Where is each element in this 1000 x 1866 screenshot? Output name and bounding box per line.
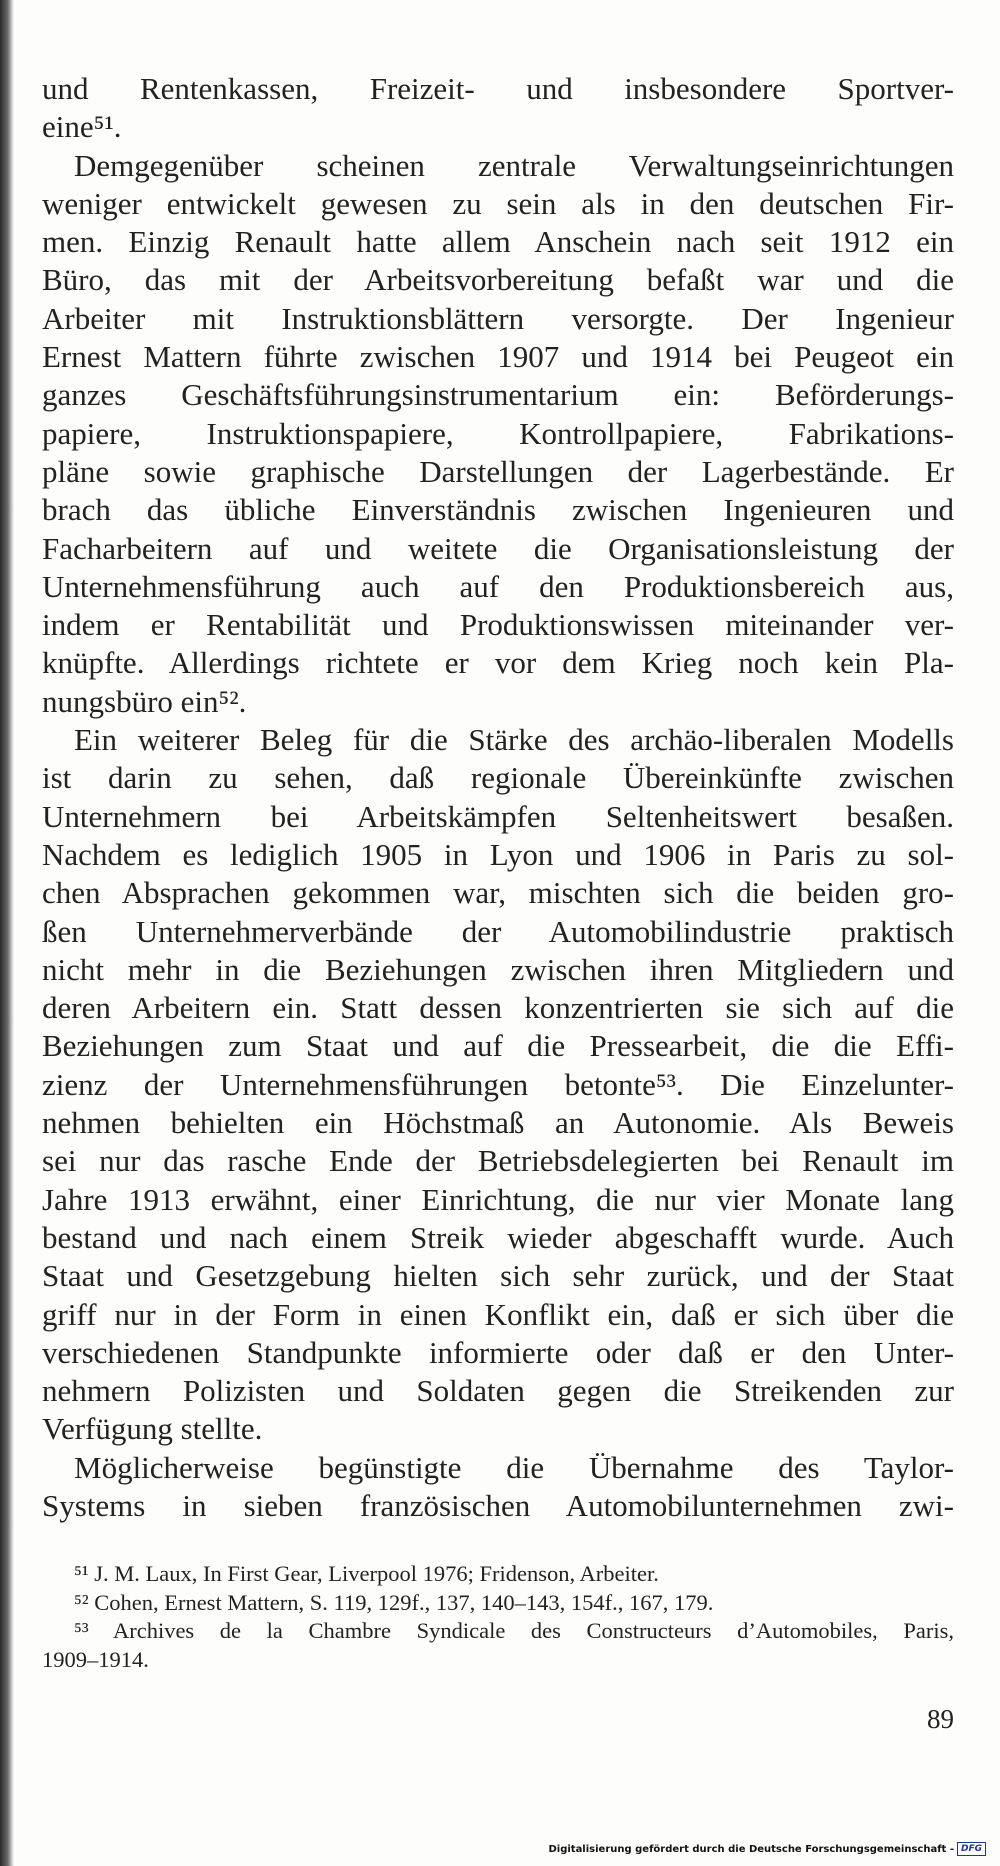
footnote-53-continued: 1909–1914. (42, 1647, 149, 1673)
body-line: Beziehungen zum Staat und auf die Pressearbeit, die die Effi- (42, 1028, 954, 1064)
body-line: verschiedenen Standpunkte informierte oder daß er den Unter- (42, 1334, 954, 1370)
body-line: men. Einzig Renault hatte allem Anschein nach seit 1912 ein (42, 224, 954, 260)
body-line: Jahre 1913 erwähnt, einer Einrichtung, die nur vier Monate lang (42, 1181, 954, 1217)
body-line: Nachdem es lediglich 1905 in Lyon und 1906 in Paris zu sol- (42, 836, 954, 872)
page-number: 89 (927, 1704, 954, 1734)
footnotes (42, 1560, 954, 1675)
body-line: bestand und nach einem Streik wieder abgeschafft wurde. Auch (42, 1219, 954, 1255)
body-text (42, 70, 954, 1525)
body-line: Facharbeitern auf und weitete die Organisationsleistung der (42, 530, 954, 566)
body-line: sei nur das rasche Ende der Betriebsdelegierten bei Renault im (42, 1143, 954, 1179)
body-line: brach das übliche Einverständnis zwischen Ingenieuren und (42, 492, 954, 528)
body-line: eine⁵¹. (42, 109, 122, 145)
body-line: ganzes Geschäftsführungsinstrumentarium ein: Beförderungs- (42, 377, 954, 413)
body-line: ßen Unternehmerverbände der Automobilindustrie praktisch (42, 913, 954, 949)
body-line: zienz der Unternehmensführungen betonte⁵³. Die Einzelunter- (42, 1066, 954, 1102)
body-line: Staat und Gesetzgebung hielten sich sehr zurück, und der Staat (42, 1258, 954, 1294)
body-line: Möglicherweise begünstigte die Übernahme des Taylor- (74, 1449, 954, 1485)
body-line: deren Arbeitern ein. Statt dessen konzentrierten sie sich auf die (42, 990, 954, 1026)
body-line: knüpfte. Allerdings richtete er vor dem Krieg noch kein Pla- (42, 645, 954, 681)
credit-text: Digitalisierung gefördert durch die Deutsche Forschungsgemeinschaft - (548, 1843, 954, 1855)
body-line: nungsbüro ein⁵². (42, 683, 247, 719)
body-line: Ein weiterer Beleg für die Stärke des archäo-liberalen Modells (74, 722, 954, 758)
body-line: Unternehmensführung auch auf den Produktionsbereich aus, (42, 568, 954, 604)
body-line: und Rentenkassen, Freizeit- und insbesondere Sportver- (42, 71, 954, 106)
body-line: Systems in sieben französischen Automobilunternehmen zwi- (42, 1487, 954, 1523)
body-line: nehmern Polizisten und Soldaten gegen die Streikenden zur (42, 1373, 954, 1409)
body-line: Arbeiter mit Instruktionsblättern versorgte. Der Ingenieur (42, 300, 954, 336)
body-line: papiere, Instruktionspapiere, Kontrollpapiere, Fabrikations- (42, 415, 954, 451)
scan-edge-shadow (0, 0, 14, 1866)
body-line: nicht mehr in die Beziehungen zwischen ihren Mitgliedern und (42, 951, 954, 987)
body-line: nehmen behielten ein Höchstmaß an Autonomie. Als Beweis (42, 1105, 954, 1141)
body-line: ist darin zu sehen, daß regionale Übereinkünfte zwischen (42, 760, 954, 796)
body-line: Büro, das mit der Arbeitsvorbereitung befaßt war und die (42, 262, 954, 298)
body-line: pläne sowie graphische Darstellungen der Lagerbestände. Er (42, 453, 954, 489)
body-line: Demgegenüber scheinen zentrale Verwaltungseinrichtungen (74, 147, 954, 183)
body-line: indem er Rentabilität und Produktionswissen miteinander ver- (42, 607, 954, 643)
body-line: griff nur in der Form in einen Konflikt ein, daß er sich über die (42, 1296, 954, 1332)
body-line: weniger entwickelt gewesen zu sein als in den deutschen Fir- (42, 185, 954, 221)
body-line: chen Absprachen gekommen war, mischten sich die beiden gro- (42, 875, 954, 911)
dfg-logo: DFG (957, 1842, 986, 1856)
body-line: Verfügung stellte. (42, 1411, 263, 1447)
body-line: Unternehmern bei Arbeitskämpfen Seltenheitswert besaßen. (42, 798, 954, 834)
footnote-52: ⁵² Cohen, Ernest Mattern, S. 119, 129f., 137, 140–143, 154f., 167, 179. (74, 1589, 714, 1615)
footnote-53: ⁵³ Archives de la Chambre Syndicale des Constructeurs d’Automobiles, Paris, (74, 1618, 954, 1644)
body-line: Ernest Mattern führte zwischen 1907 und 1914 bei Peugeot ein (42, 339, 954, 375)
footnote-51: ⁵¹ J. M. Laux, In First Gear, Liverpool 1976; Fridenson, Arbeiter. (74, 1561, 659, 1586)
digitization-credit (548, 1842, 986, 1856)
